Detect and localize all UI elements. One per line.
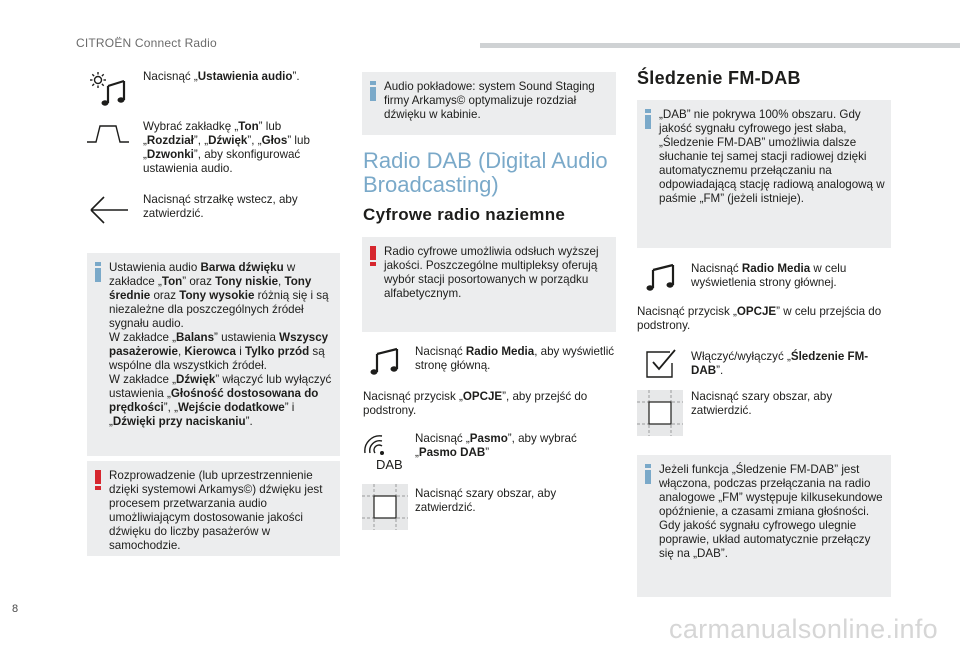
- audio-settings-icon: [88, 70, 128, 110]
- col2-info-text: Audio pokładowe: system Sound Staging firmy Arkamys© optymalizuje rozdział dźwięku w kabinie.: [384, 80, 595, 121]
- col2-info-box: [362, 72, 616, 135]
- info-icon: [645, 109, 651, 129]
- col1-warning-text: Rozprowadzenie (lub uprzestrzennienie dzięki systemowi Arkamys©) dźwięku jest procesem przetwarzania audio umożliwiającym dostosowanie jakości dźwięku do liczby pasażerów w samochodzie.: [109, 469, 323, 552]
- col3-step4-text: Nacisnąć szary obszar, aby zatwierdzić.: [691, 390, 833, 417]
- col1-step2-text: Wybrać zakładkę „Ton” lub „Rozdział”, „Dźwięk”, „Głos” lub „Dzwonki”, aby skonfigurować ustawienia audio.: [143, 120, 310, 175]
- info-icon: [95, 262, 101, 282]
- checkbox-checked-icon: [644, 347, 678, 381]
- col1-info-text: Ustawienia audio Barwa dźwięku w zakładce „Ton” oraz Tony niskie, Tony średnie oraz Tony wysokie różnią się i są niezależne dla poszczególnych źródeł sygnału audio. W zakładce „Balans” ustawienia Wszyscy pasażerowie, Kierowca i Tylko przód są wspólne dla wszystkich źródeł. W zakładce „Dźwięk” włączyć lub wyłączyć ustawienia „Głośność dostosowana do prędkości”, „Wejście dodatkowe” i „Dźwięki przy naciskaniu”.: [109, 261, 332, 428]
- grey-area-icon: [362, 484, 408, 530]
- header-title: CITROËN Connect Radio: [76, 36, 217, 50]
- col2-step1-text: Nacisnąć Radio Media, aby wyświetlić stronę główną.: [415, 345, 615, 372]
- dab-band-icon: [362, 433, 408, 473]
- col3-step2-text: Nacisnąć przycisk „OPCJE” w celu przejścia do podstrony.: [637, 305, 882, 332]
- col3-info-box: [637, 100, 891, 248]
- music-note-icon: [366, 346, 402, 378]
- col2-step4-text: Nacisnąć szary obszar, aby zatwierdzić.: [415, 487, 557, 514]
- col3-info2-box: [637, 455, 891, 597]
- col2-step2-text: Nacisnąć przycisk „OPCJE”, aby przejść do podstrony.: [363, 390, 588, 417]
- dab-label: DAB: [376, 457, 403, 472]
- col1-step3-text: Nacisnąć strzałkę wstecz, aby zatwierdzić.: [143, 193, 298, 220]
- page-number: 8: [12, 603, 19, 615]
- col1-warning-box: [87, 461, 340, 556]
- col1-info-box: [87, 253, 340, 456]
- col3-info2-text: Jeżeli funkcja „Śledzenie FM-DAB” jest włączona, podczas przełączania na radio analogowe „FM” występuje kilkusekundowe opóźnienie, a czasami zmiana głośności. Gdy jakość sygnału cyfrowego ulegnie poprawie, układ automatycznie przełączy się na „DAB”.: [659, 463, 883, 560]
- watermark: carmanualsonline.info: [669, 614, 938, 644]
- tab-icon: [86, 124, 130, 144]
- warning-icon: [95, 470, 101, 490]
- info-icon: [370, 81, 376, 101]
- col3-step3-text: Włączyć/wyłączyć „Śledzenie FM-DAB”.: [691, 350, 869, 377]
- col1-step1-text: Nacisnąć „Ustawienia audio”.: [143, 70, 300, 83]
- col3-info-text: „DAB” nie pokrywa 100% obszaru. Gdy jakość sygnału cyfrowego jest słaba, „Śledzenie FM-DAB” umożliwia dalsze słuchanie tej samej stacji radiowej dzięki automatycznemu przełączaniu na odpowiadającą stację radiową analogową w paśmie „FM” (jeżeli istnieje).: [659, 108, 885, 205]
- section-title-fm-dab: Śledzenie FM-DAB: [637, 68, 801, 88]
- info-icon: [645, 464, 651, 484]
- back-arrow-icon: [88, 194, 130, 226]
- music-note-icon: [642, 262, 678, 294]
- col2-warning-box: [362, 237, 616, 332]
- subsection-title-digital-radio: Cyfrowe radio naziemne: [363, 205, 566, 224]
- header-divider: [480, 43, 960, 48]
- grey-area-icon: [637, 390, 683, 436]
- col3-step1-text: Nacisnąć Radio Media w celu wyświetlenia strony głównej.: [691, 262, 847, 289]
- warning-icon: [370, 246, 376, 266]
- section-title-dab: Radio DAB (Digital Audio Broadcasting): [363, 148, 608, 197]
- col2-step3-text: Nacisnąć „Pasmo”, aby wybrać „Pasmo DAB”: [415, 432, 577, 459]
- col2-warning-text: Radio cyfrowe umożliwia odsłuch wyższej jakości. Poszczególne multipleksy oferują wybór stacji posortowanych w porządku alfabetycznym.: [384, 245, 599, 300]
